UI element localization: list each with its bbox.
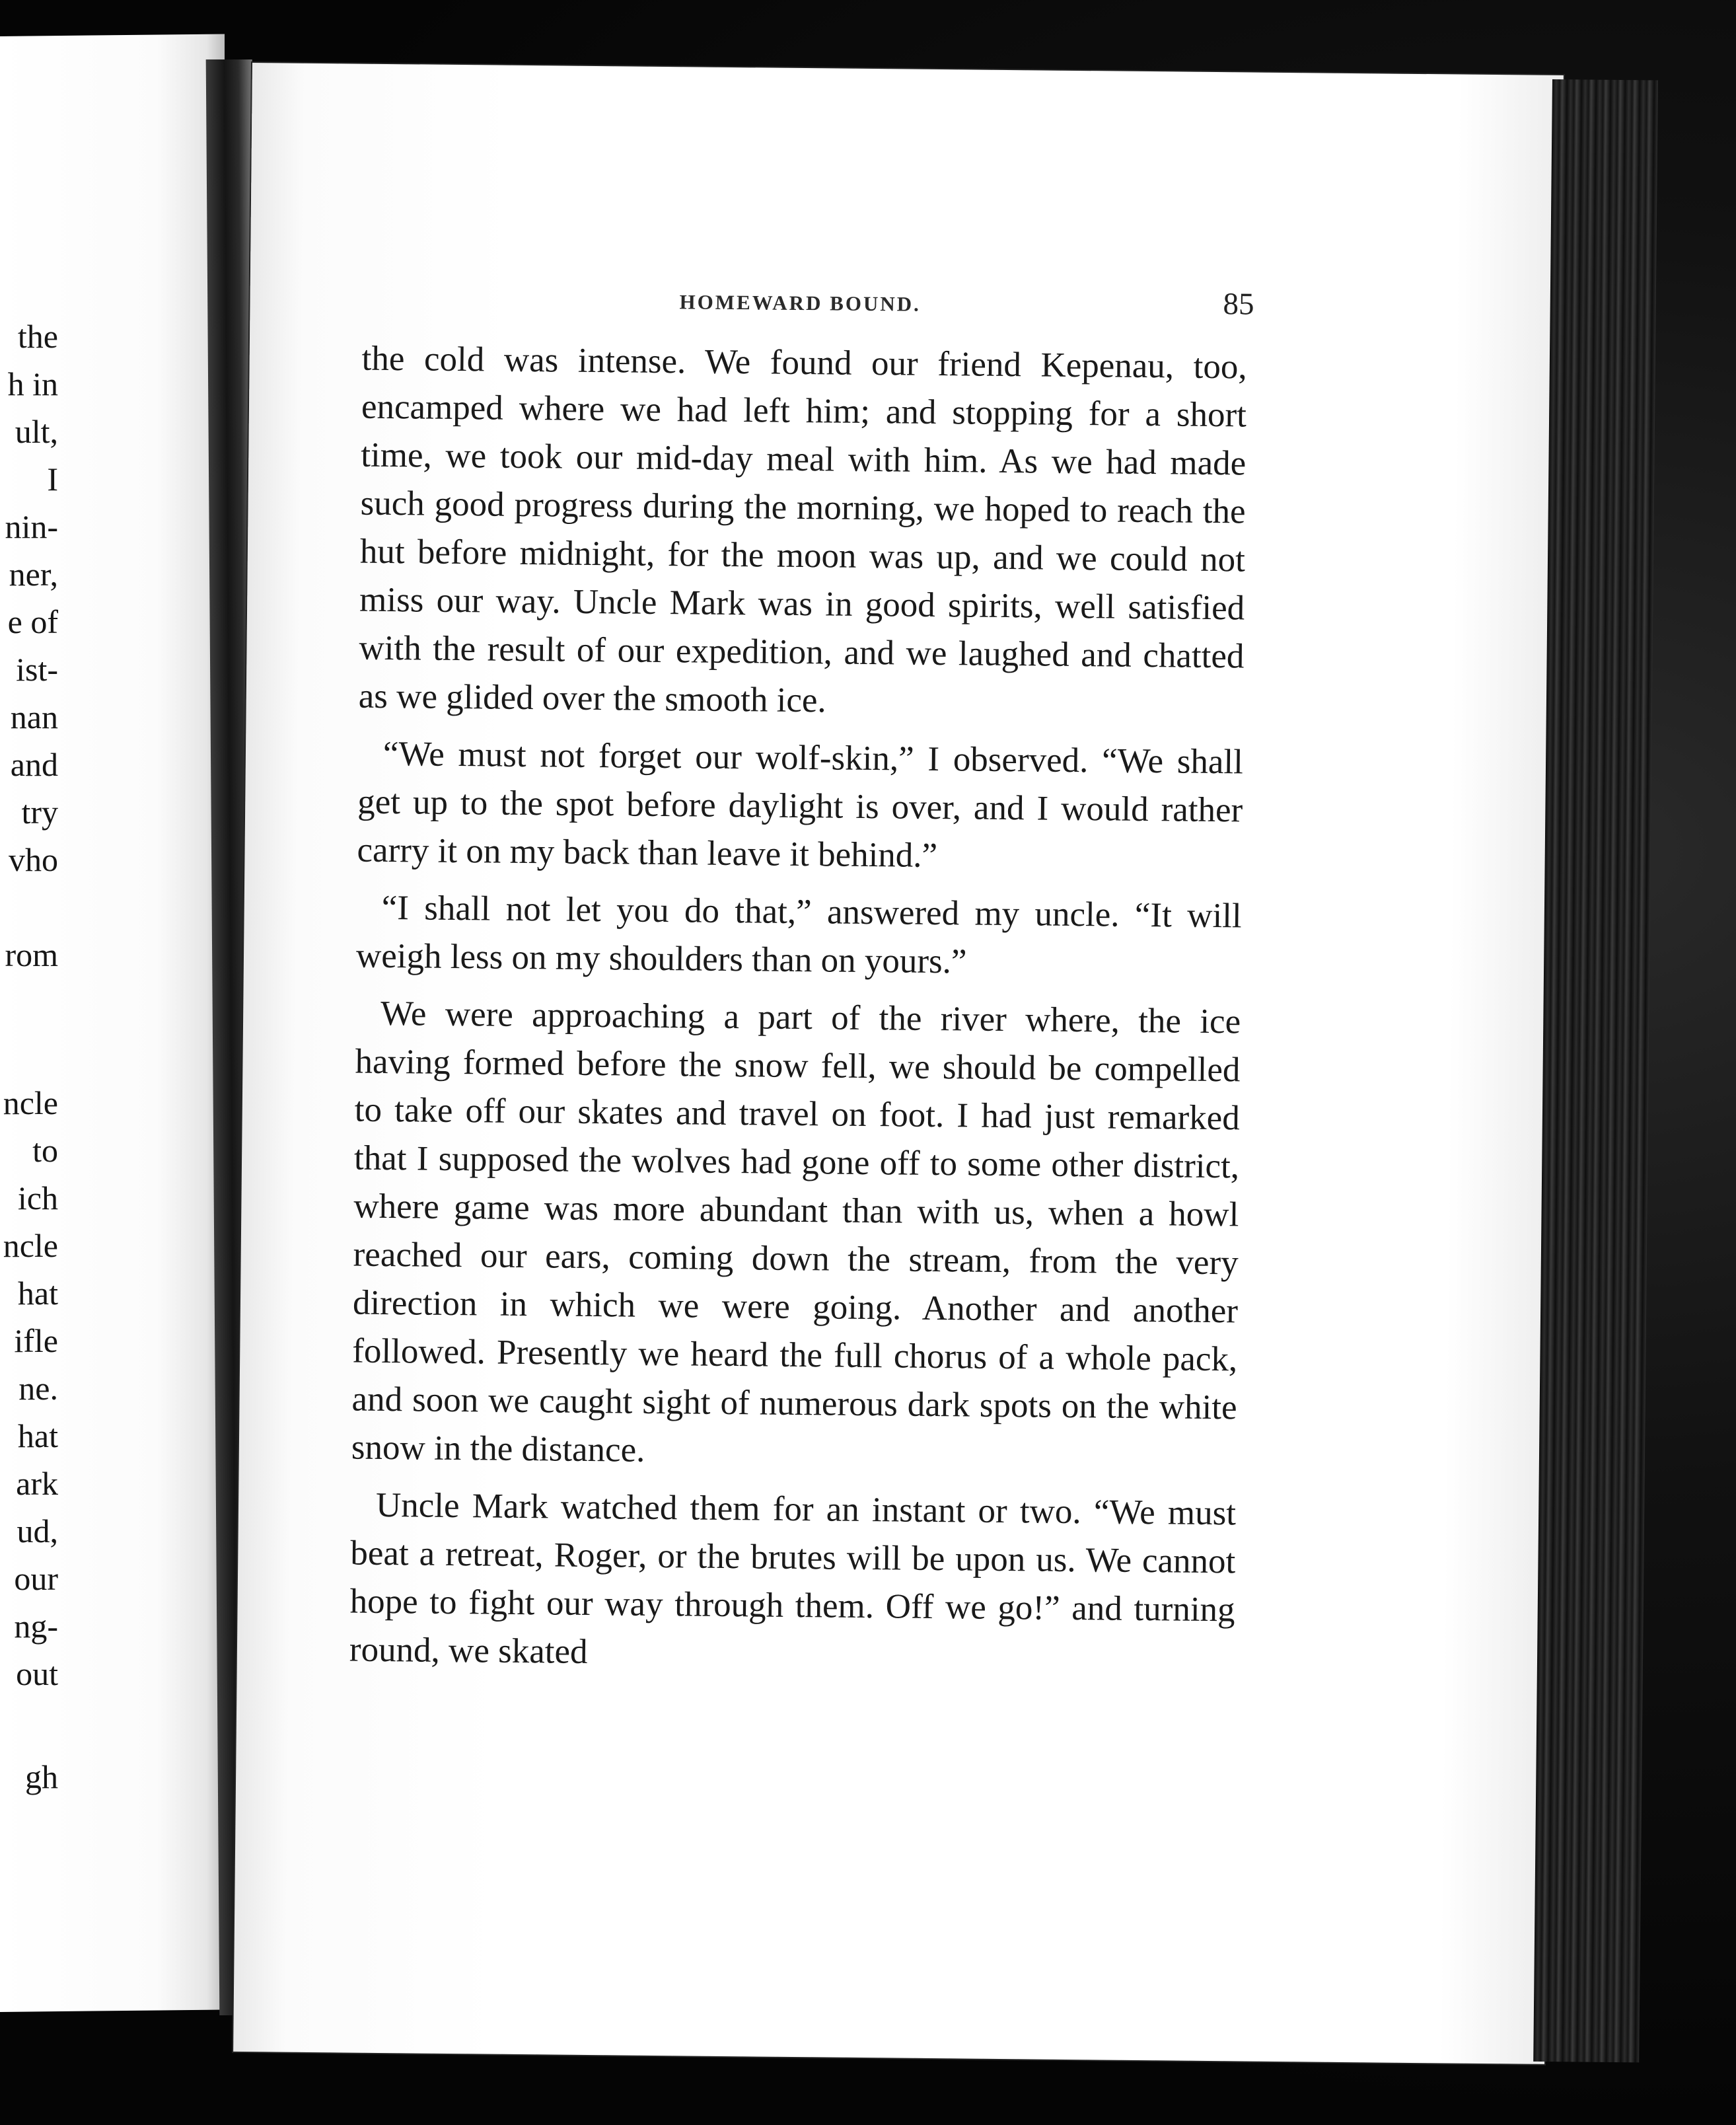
left-fragment: h in	[7, 365, 58, 402]
left-fragment: I	[47, 461, 58, 498]
left-fragment: ud,	[17, 1512, 58, 1549]
left-fragment: hat	[17, 1275, 58, 1312]
left-fragment: out	[16, 1655, 58, 1692]
left-fragment: ncle	[3, 1084, 58, 1121]
left-fragment: our	[14, 1560, 58, 1597]
left-fragment: ng-	[14, 1608, 58, 1645]
left-fragment: vho	[9, 841, 58, 878]
left-fragment: the	[17, 318, 58, 355]
paragraph: We were approaching a part of the river where, the ice having formed before the snow fell, we should be compelled to take off our skates and travel on foot. I had just remarked that I supposed the wolves had gone off to some other district, where game was more abundant than with us, when a howl reached our ears, coming down the stream, from the very direction in which we were going. Another and another followed. Presently we heard the full chorus of a whole pack, and soon we caught sight of numerous dark spots on the white snow in the distance.	[351, 994, 1241, 1470]
book-edge	[1533, 79, 1658, 2062]
paragraph: “We must not forget our wolf-skin,” I observed. “We shall get up to the spot before daylight is over, and I would rather carry it on my back than leave it behind.”	[357, 734, 1244, 876]
left-fragment: ncle	[3, 1227, 58, 1264]
left-fragment: ark	[16, 1465, 58, 1502]
left-fragment: ner,	[9, 556, 58, 593]
left-fragment: nin-	[5, 508, 58, 545]
paragraph: the cold was intense. We found our friend Kepenau, too, encamped where we had left him; and stopping for a short time, we took our mid-day meal with him. As we had made such good progress during the morning, we hoped to reach the hut before midnight, for the moon was up, and we could not miss our way. Uncle Mark was in good spirits, well satisfied with the result of our expedition, and we laughed and chatted as we glided over the smooth ice.	[358, 339, 1247, 720]
left-fragment: rom	[5, 936, 58, 973]
left-fragment: ult,	[15, 413, 58, 450]
running-header	[362, 276, 1254, 344]
body-text	[349, 335, 1247, 1683]
running-header-title: HOMEWARD BOUND.	[679, 290, 922, 316]
book-page	[233, 63, 1564, 2064]
paragraph: Uncle Mark watched them for an instant or two. “We must beat a retreat, Roger, or the brutes will be upon us. We cannot hope to fight our way through them. Off we go!” and turning round, we skated	[349, 1485, 1237, 1671]
page-content	[349, 276, 1254, 1683]
left-fragment: ne.	[18, 1370, 58, 1407]
left-fragment: hat	[17, 1417, 58, 1454]
left-fragment: to	[32, 1132, 58, 1169]
left-fragment: ifle	[14, 1322, 58, 1359]
left-fragment: and	[10, 746, 58, 783]
left-fragment: nan	[10, 698, 58, 735]
left-fragment: e of	[7, 603, 58, 640]
left-fragment: try	[21, 794, 58, 831]
left-fragment: ich	[17, 1179, 58, 1216]
left-fragment: ist-	[16, 651, 58, 688]
left-fragment: gh	[25, 1758, 58, 1795]
page-number: 85	[1223, 287, 1254, 322]
paragraph: “I shall not let you do that,” answered my uncle. “It will weigh less on my shoulders than on yours.”	[355, 888, 1242, 981]
